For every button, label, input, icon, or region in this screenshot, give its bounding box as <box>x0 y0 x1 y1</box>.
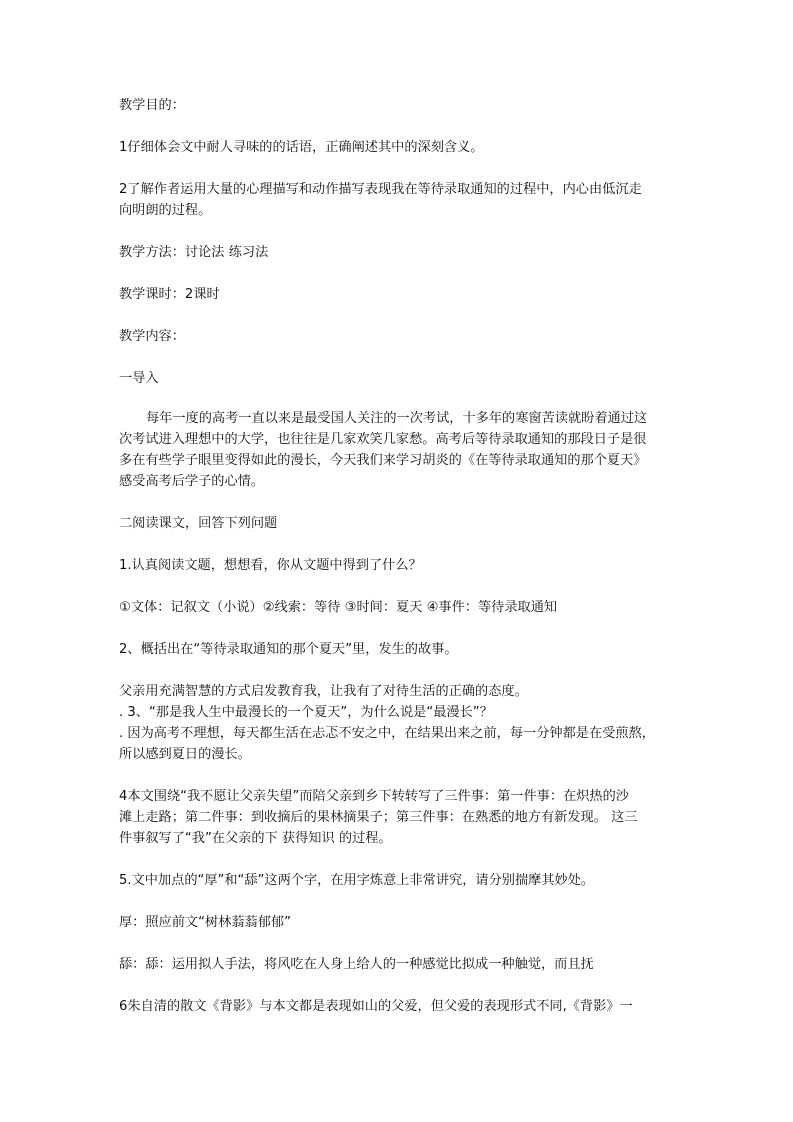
question-3: . 3、“那是我人生中最漫长的一个夏天”，为什么说是“最漫长”？ <box>119 705 493 720</box>
goal-item-2-continued: 向明朗的过程。 <box>119 203 212 218</box>
intro-paragraph-line-4: 感受高考后学子的心情。 <box>119 474 265 489</box>
section-heading-teaching-content: 教学内容： <box>119 329 185 344</box>
question-4-line-2: 滩上走路；第二件事：到收摘后的果林摘果子；第三件事：在熟悉的地方有新发现。 这三 <box>119 810 638 825</box>
intro-paragraph-line-3: 多在有些学子眼里变得如此的漫长，今天我们来学习胡炎的《在等待录取通知的那个夏天》 <box>119 453 647 468</box>
question-6: 6朱自清的散文《背影》与本文都是表现如山的父爱，但父爱的表现形式不同,《背影》一 <box>119 999 633 1014</box>
teaching-hours: 教学课时：2课时 <box>119 287 220 302</box>
question-5: 5.文中加点的“厚”和“舔”这两个字，在用字炼意上非常讲究，请分别揣摩其妙处。 <box>119 873 595 888</box>
teaching-methods: 教学方法：讨论法 练习法 <box>119 245 269 260</box>
section-heading-reading: 二阅读课文，回答下列问题 <box>119 516 278 531</box>
answer-5-hou: 厚：照应前文“树林蓊蓊郁郁” <box>119 915 291 930</box>
question-1: 1.认真阅读文题，想想看，你从文题中得到了什么？ <box>119 558 422 573</box>
intro-paragraph-line-1: 每年一度的高考一直以来是最受国人关注的一次考试，十多年的寒窗苦读就盼着通过这 <box>146 411 648 426</box>
question-4-line-1: 4本文围绕“我不愿让父亲失望”而陪父亲到乡下转转写了三件事：第一件事：在炽热的沙 <box>119 789 629 804</box>
answer-3-line-1: . 因为高考不理想，每天都生活在忐忑不安之中，在结果出来之前，每一分钟都是在受煎熬， <box>119 726 655 741</box>
question-4-line-3: 件事叙写了“我”在父亲的下 获得知识 的过程。 <box>119 831 392 846</box>
answer-2: 父亲用充满智慧的方式启发教育我，让我有了对待生活的正确的态度。 <box>119 684 528 699</box>
question-2: 2、概括出在“等待录取通知的那个夏天”里，发生的故事。 <box>119 642 458 657</box>
section-heading-teaching-goals: 教学目的： <box>119 98 185 113</box>
section-heading-introduction: 一导入 <box>119 371 159 386</box>
intro-paragraph-line-2: 次考试进入理想中的大学，也往往是几家欢笑几家愁。高考后等待录取通知的那段日子是很 <box>119 432 647 447</box>
answer-5-tian: 舔：舔：运用拟人手法，将风吃在人身上给人的一种感觉比拟成一种触觉，而且抚 <box>119 957 594 972</box>
goal-item-2: 2了解作者运用大量的心理描写和动作描写表现我在等待录取通知的过程中，内心由低沉走 <box>119 182 642 197</box>
goal-item-1: 1仔细体会文中耐人寻味的的话语，正确阐述其中的深刻含义。 <box>119 140 484 155</box>
answer-3-line-2: 所以感到夏日的漫长。 <box>119 747 251 762</box>
answer-1: ①文体：记叙文（小说）②线索：等待 ③时间：夏天 ④事件：等待录取通知 <box>119 600 558 615</box>
